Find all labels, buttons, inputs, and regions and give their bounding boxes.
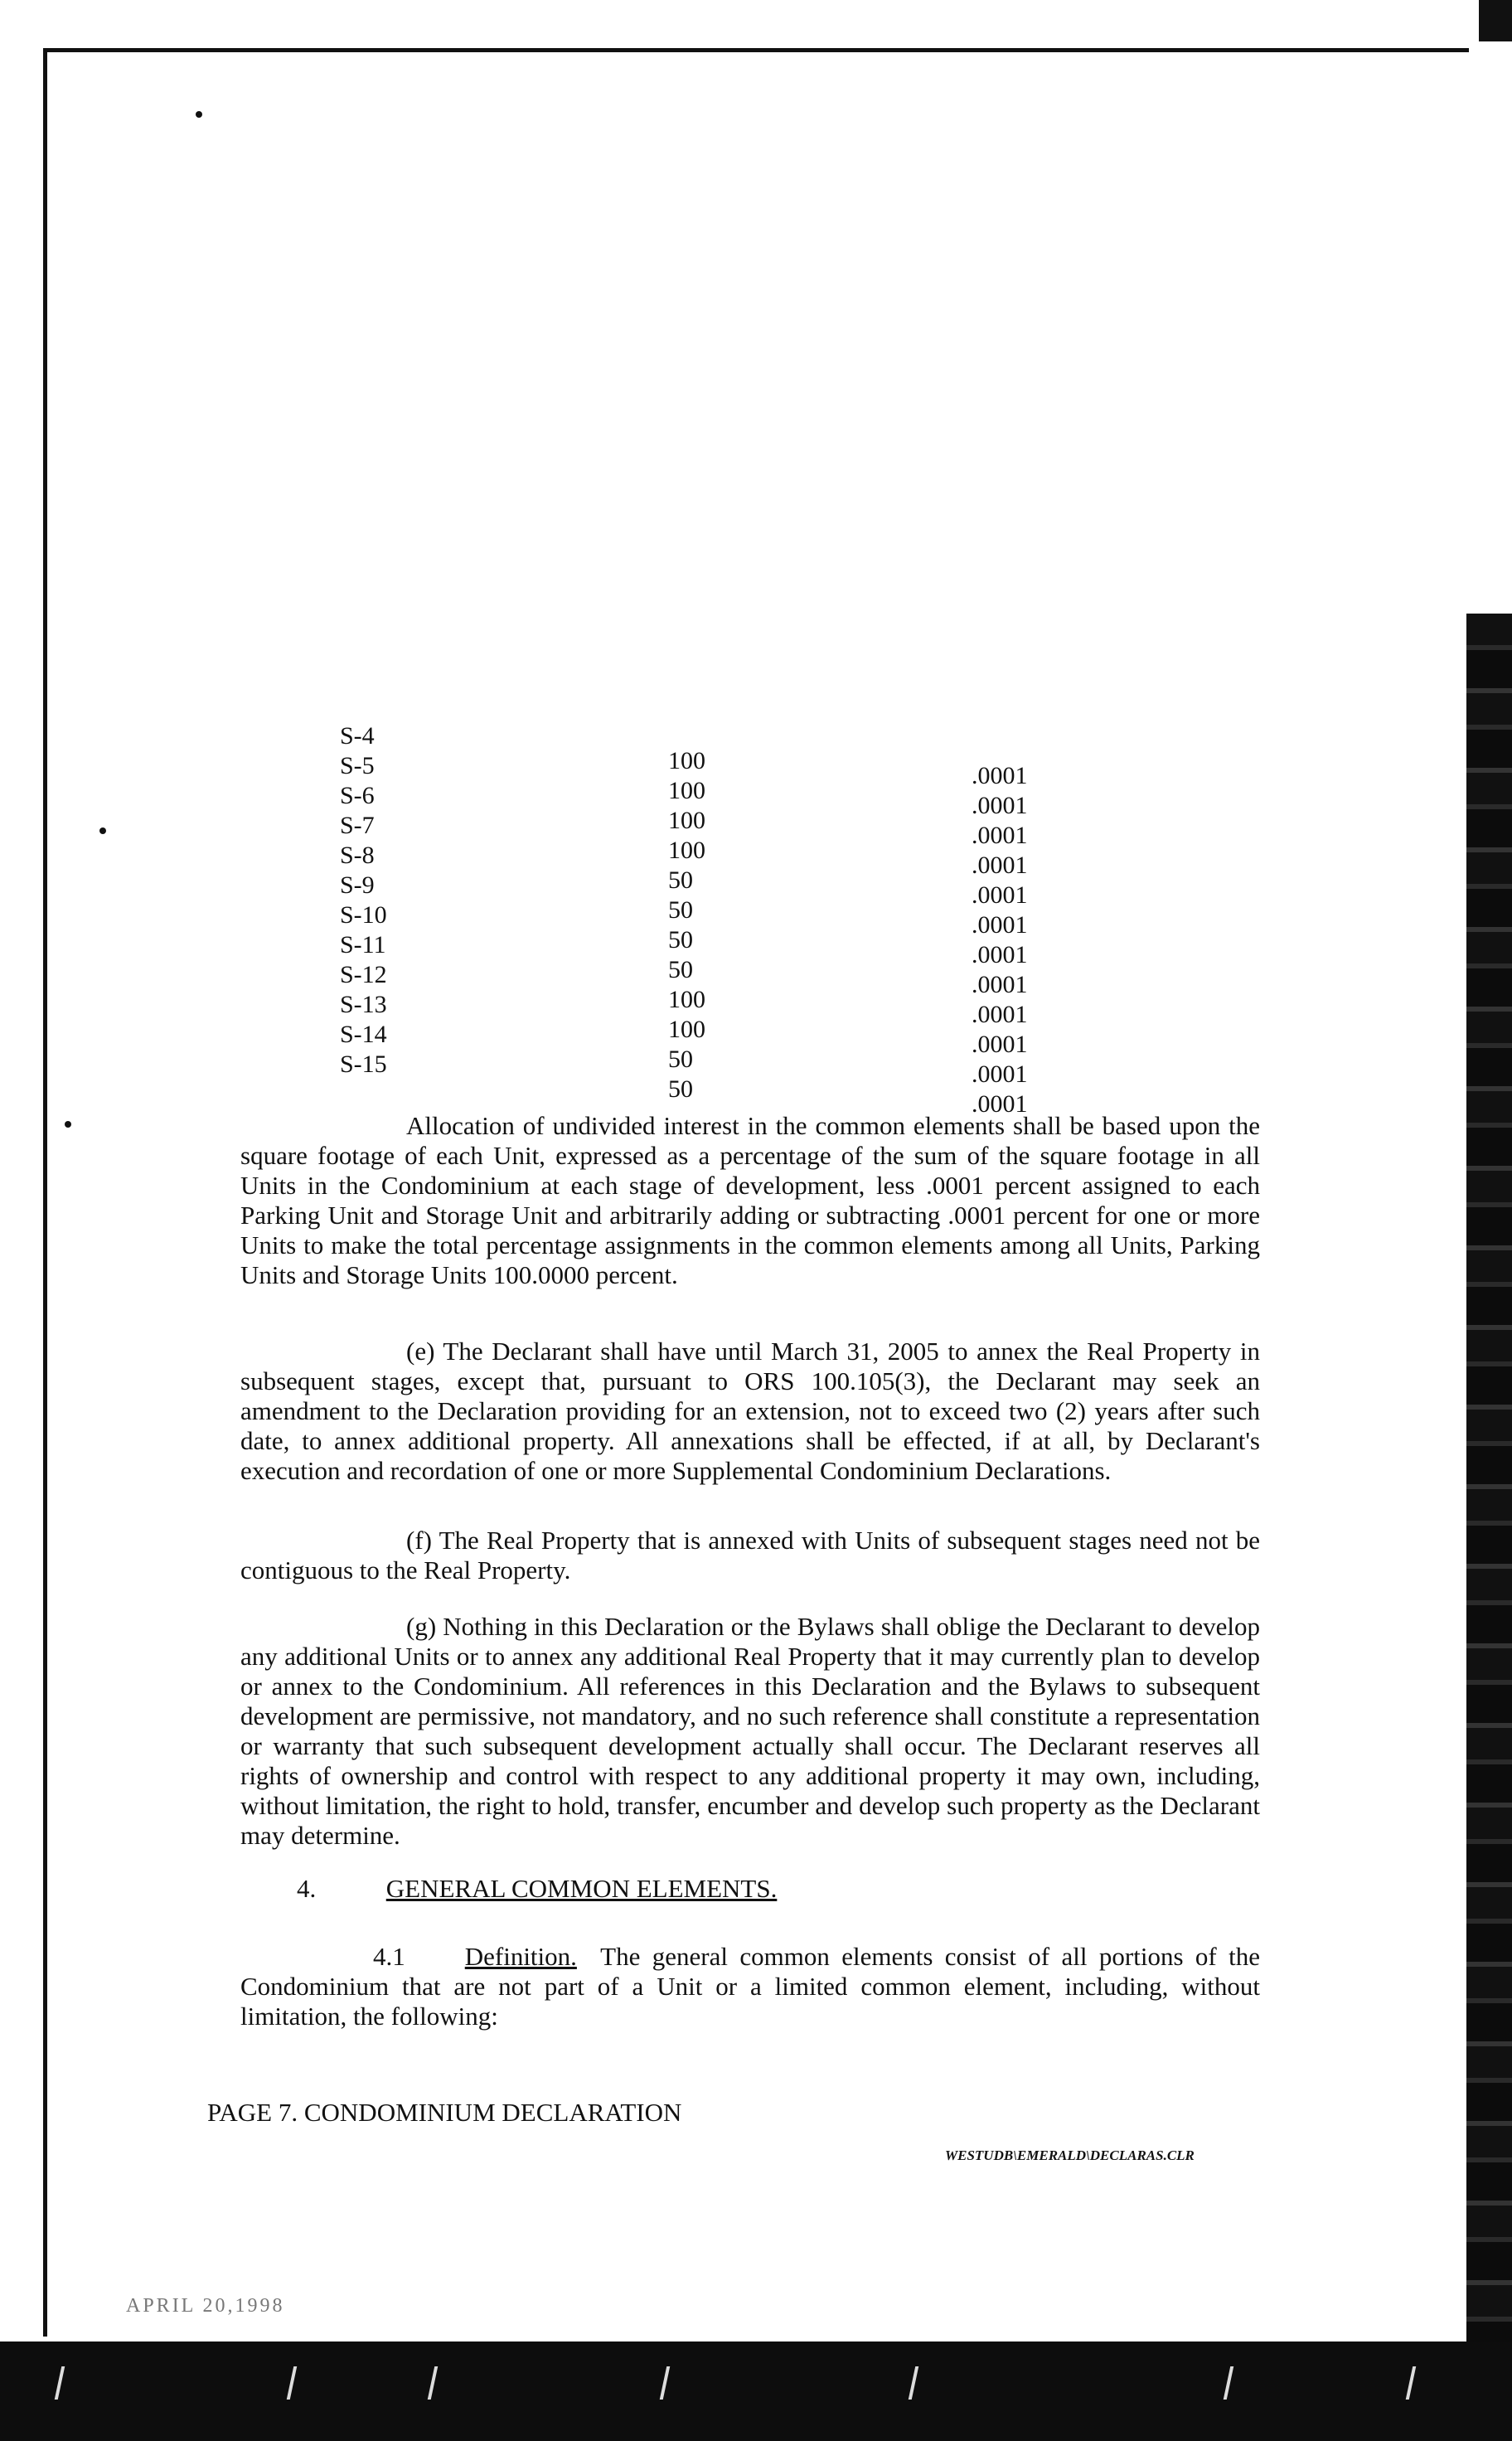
pct-cell: .0001 (972, 941, 1028, 968)
scan-speck (99, 827, 106, 834)
unit-cell: S-11 (340, 931, 386, 958)
section-title: GENERAL COMMON ELEMENTS. (385, 1874, 778, 1903)
sqft-cell: 50 (668, 1075, 693, 1103)
pct-cell: .0001 (972, 1001, 1028, 1028)
pct-cell: .0001 (972, 881, 1028, 909)
paragraph-f: (f) The Real Property that is annexed with Units of subsequent stages need not be contiguous to the Real Property. (240, 1526, 1260, 1584)
sqft-cell: 100 (668, 807, 705, 834)
sqft-cell: 100 (668, 986, 705, 1013)
pct-cell: .0001 (972, 792, 1028, 819)
subsection-paragraph (240, 1942, 1260, 2031)
unit-cell: S-5 (340, 752, 375, 779)
page-border-left (43, 48, 47, 2337)
pct-cell: .0001 (972, 911, 1028, 939)
sqft-cell: 100 (668, 747, 705, 774)
unit-cell: S-8 (340, 842, 375, 869)
unit-cell: S-9 (340, 871, 375, 899)
scan-edge-top-right (1479, 0, 1512, 41)
file-path-label: WESTUDB\EMERALD\DECLARAS.CLR (945, 2147, 1195, 2163)
unit-cell: S-12 (340, 961, 387, 988)
unit-cell: S-15 (340, 1051, 387, 1078)
sqft-cell: 50 (668, 896, 693, 924)
square-footage-column (668, 746, 705, 1104)
unit-cell: S-10 (340, 901, 387, 929)
page-footer-title: PAGE 7. CONDOMINIUM DECLARATION (207, 2098, 682, 2127)
sqft-cell: 50 (668, 926, 693, 954)
percentage-column (972, 761, 1028, 1119)
sqft-cell: 100 (668, 837, 705, 864)
pct-cell: .0001 (972, 822, 1028, 849)
sqft-cell: 50 (668, 956, 693, 983)
pct-cell: .0001 (972, 971, 1028, 998)
subsection-number: 4.1 (373, 1942, 405, 1971)
date-stamp: APRIL 20,1998 (126, 2295, 285, 2317)
unit-column (340, 721, 387, 1080)
sqft-cell: 50 (668, 866, 693, 894)
unit-cell: S-6 (340, 782, 375, 809)
scan-speck (65, 1121, 71, 1128)
sqft-cell: 100 (668, 777, 705, 804)
scan-edge-right (1466, 614, 1512, 2388)
section-number: 4. (297, 1874, 317, 1903)
page-border-top (43, 48, 1469, 52)
scan-speck (196, 111, 202, 118)
paragraph-g: (g) Nothing in this Declaration or the Bylaws shall oblige the Declarant to develop any additional Units or to annex any additional Real Property that it may currently plan to develop or annex to the Condominium. All references in this Declaration and the Bylaws to subsequent development are permissive, not mandatory, and no such reference shall constitute a representation or warranty that such subsequent development actually shall occur. The Declarant reserves all rights of ownership and control with respect to any additional property it may own, including, without limitation, the right to hold, transfer, encumber and develop such property as the Declarant may determine. (240, 1612, 1260, 1850)
sqft-cell: 100 (668, 1016, 705, 1043)
unit-cell: S-7 (340, 812, 375, 839)
pct-cell: .0001 (972, 762, 1028, 789)
pct-cell: .0001 (972, 1031, 1028, 1058)
scan-bottom-edge (0, 2342, 1512, 2441)
unit-cell: S-14 (340, 1021, 387, 1048)
pct-cell: .0001 (972, 1090, 1028, 1118)
subsection-title: Definition. (464, 1942, 577, 1971)
subsection-text: The general common elements consist of all portions of the Condominium that are not part of a Unit or a limited common element, including, without limitation, the following: (240, 1942, 1260, 2031)
pct-cell: .0001 (972, 1060, 1028, 1088)
pct-cell: .0001 (972, 852, 1028, 879)
sqft-cell: 50 (668, 1046, 693, 1073)
section-heading (297, 1874, 777, 1904)
unit-cell: S-4 (340, 722, 375, 750)
paragraph-e: (e) The Declarant shall have until March 31, 2005 to annex the Real Property in subsequent stages, except that, pursuant to ORS 100.105(3), the Declarant may seek an amendment to the Declaration providing for an extension, not to exceed two (2) years after such date, to annex additional property. All annexations shall be effected, if at all, by Declarant's execution and recordation of one or more Supplemental Condominium Declarations. (240, 1337, 1260, 1485)
unit-cell: S-13 (340, 991, 387, 1018)
allocation-paragraph: Allocation of undivided interest in the common elements shall be based upon the square footage of each Unit, expressed as a percentage of the sum of the square footage in all Units in the Condominium at each stage of development, less .0001 percent assigned to each Parking Unit and Storage Unit and arbitrarily adding or subtracting .0001 percent for one or more Units to make the total percentage assignments in the common elements among all Units, Parking Units and Storage Units 100.0000 percent. (240, 1111, 1260, 1289)
